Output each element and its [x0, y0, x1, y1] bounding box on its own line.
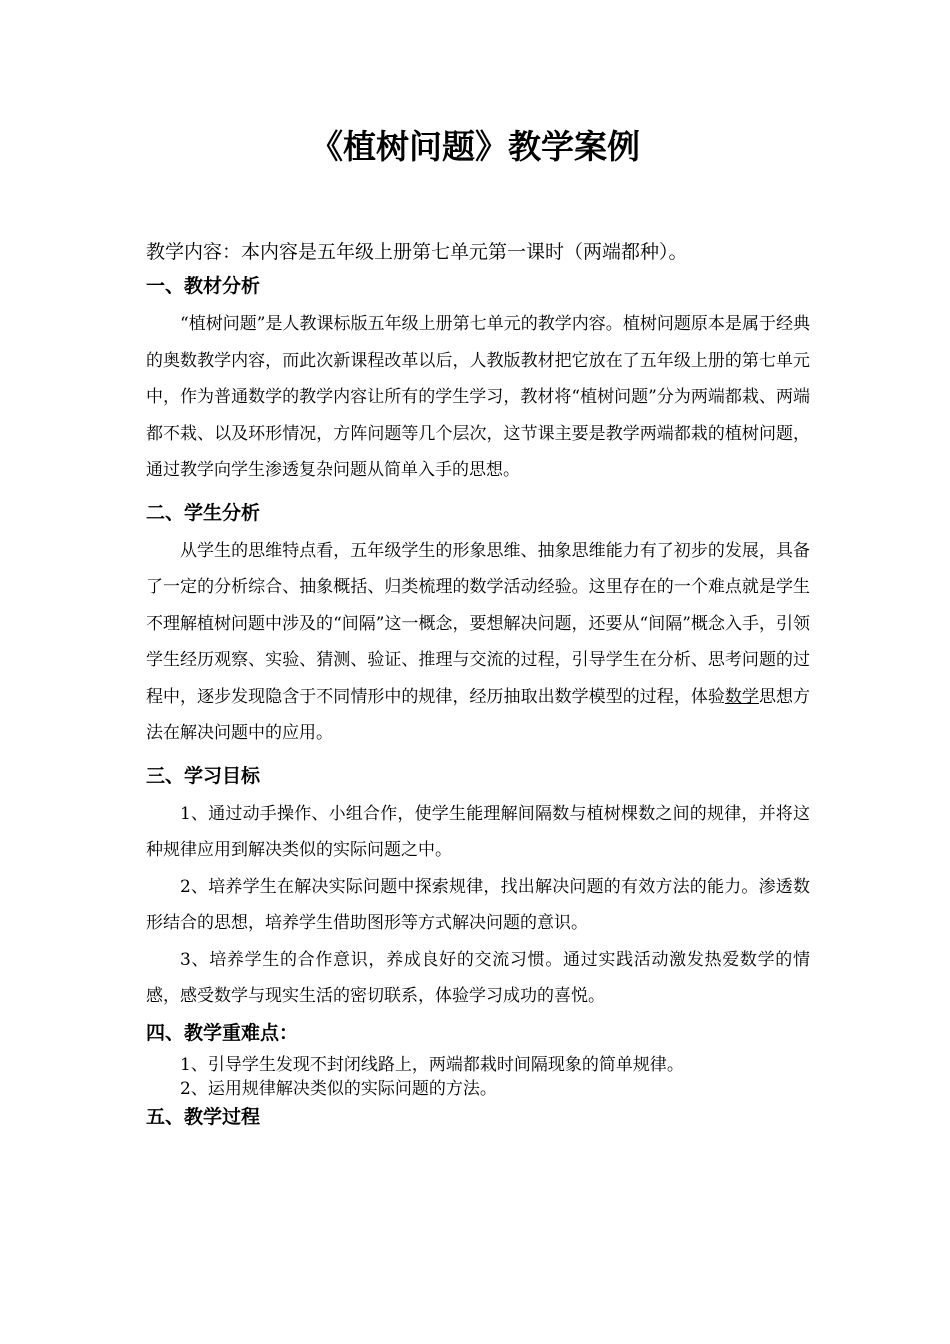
objective-item: 1、通过动手操作、小组合作，使学生能理解间隔数与植树棵数之间的规律，并将这种规律应用到解决类似的实际问题之中。 [146, 803, 810, 860]
objective-item: 3、培养学生的合作意识，养成良好的交流习惯。通过实践活动激发热爱数学的情感，感受数学与现实生活的密切联系，体验学习成功的喜悦。 [146, 949, 810, 1006]
section-heading-textbook-analysis: 一、教材分析 [146, 275, 261, 297]
section-heading-key-points: 四、教学重难点： [146, 1021, 299, 1044]
key-point-item: 2、运用规律解决类似的实际问题的方法。 [180, 1078, 497, 1099]
paragraph-text: 思想方法在解决问题中的应用。 [146, 686, 811, 743]
section-heading-learning-objectives: 三、学习目标 [146, 764, 261, 787]
section-paragraph: “植树问题”是人教课标版五年级上册第七单元的教学内容。植树问题原本是属于经典的奥数教学内容，而此次新课程改革以后，人教版教材把它放在了五年级上册的第七单元中，作为普通数学的教学内容让所有的学生学习，教材将“植树问题”分为两端都栽、两端都不栽、以及环形情况，方阵问题等几个层次，这节课主要是教学两端都栽的植树问题，通过教学向学生渗透复杂问题从简单入手的思想。 [146, 314, 810, 480]
paragraph-text: 从学生的思维特点看，五年级学生的形象思维、抽象思维能力有了初步的发展，具备了一定的分析综合、抽象概括、归类梳理的数学活动经验。这里存在的一个难点就是学生不理解植树问题中涉及的“间隔”这一概念，要想解决问题，还要从“间隔”概念入手，引领学生经历观察、实验、猜测、验证、推理与交流的过程，引导学生在分析、思考问题的过程中，逐步发现隐含于不同情形中的规律，经历抽取出数学模型的过程，体验 [146, 540, 810, 707]
key-point-item: 1、引导学生发现不封闭线路上，两端都栽时间隔现象的简单规律。 [180, 1054, 684, 1075]
intro-line: 教学内容：本内容是五年级上册第七单元第一课时（两端都种）。 [146, 241, 688, 263]
underlined-term: 数学 [724, 686, 759, 707]
document-body [146, 232, 810, 1137]
section-heading-teaching-process: 五、教学过程 [146, 1105, 261, 1128]
section-paragraph [146, 533, 810, 752]
objective-item: 2、培养学生在解决实际问题中探索规律，找出解决问题的有效方法的能力。渗透数形结合的思想，培养学生借助图形等方式解决问题的意识。 [146, 876, 810, 933]
section-heading-student-analysis: 二、学生分析 [146, 501, 261, 524]
page-title: 《植树问题》教学案例 [310, 127, 640, 166]
